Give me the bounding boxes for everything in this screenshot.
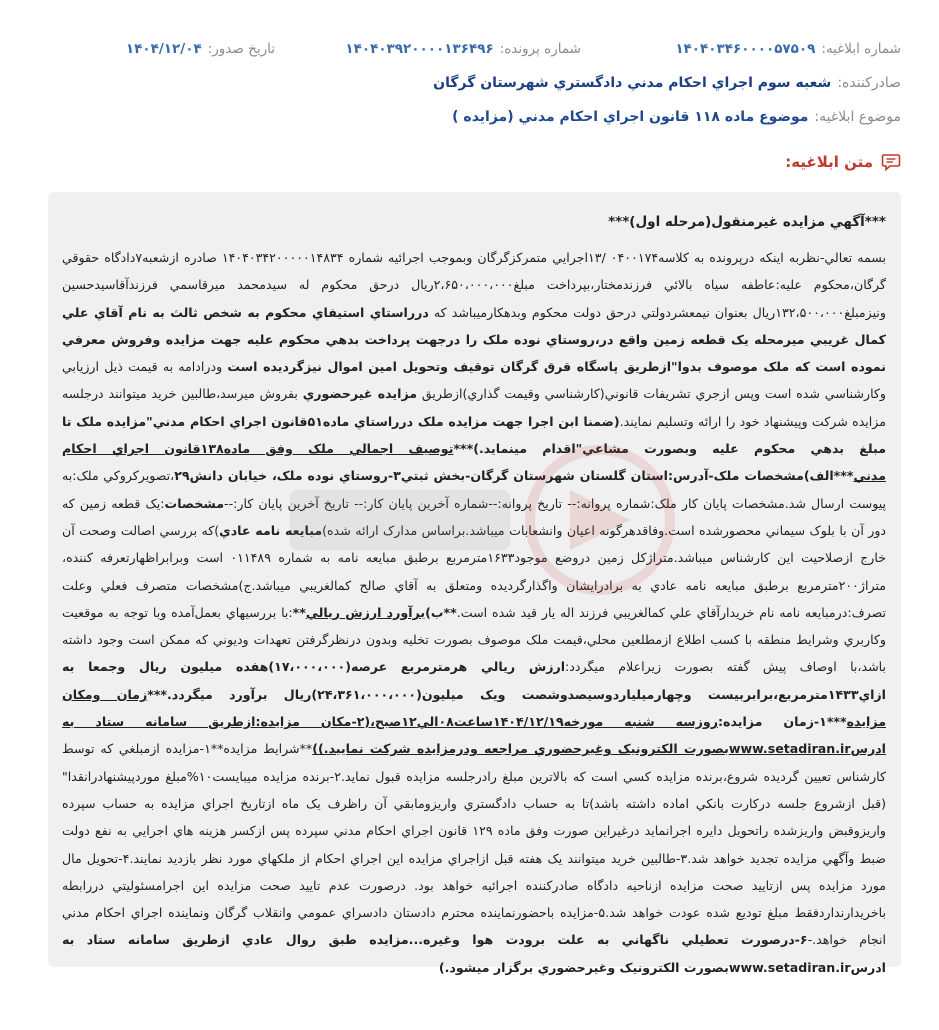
body-bold: مشخصات (164, 495, 225, 511)
case-number-label: شماره پرونده: (499, 41, 581, 57)
issuer-value: شعبه سوم اجراي احکام مدني دادگستري شهرستان گرگان (433, 75, 832, 91)
body-bold: ***۱-زمان مزايده: (717, 714, 847, 730)
body-underline: توصيف اجمالي ملک وفق ماده۱۳۸قانون اجراي احکام مدني (62, 441, 886, 484)
auction-title: ***آگهي مزايده غيرمنقول(مرحله اول)*** (608, 214, 886, 230)
body-text: بفروش ميرسد،طالبين خريد ميتوانند درجلسه مزايده شرکت وپيشنهاد خود را ارائه وتسليم نمايند. (62, 386, 886, 429)
issue-date (38, 41, 275, 57)
auction-body (62, 244, 886, 981)
subject-value: موضوع ماده ۱۱۸ قانون اجراي احکام مدني (مزايده ) (452, 109, 809, 125)
body-bold: درراستاي استيفاي محکوم به شخص ثالث به نام آقاي علي کمال غريبي ميرمحله يک قطعه زمين واقع در،روستاي نوده ملک را درجهت پرداخت بدهي محکوم عليه جهت مزايده وفروش معرفي نموده است که ملک موصوف بدوا"ازطريق پاسگاه قرق گرگان توقيف وتحويل امين اموال نيزگرديده است (62, 304, 887, 375)
issuer-row (38, 72, 901, 94)
body-bold: مبايعه نامه عادي (219, 522, 323, 538)
body-text: ،تصويرکروکي ملک:به پيوست ارسال شد.مشخصات پايان کار ملک:شماره پروانه:-- تاريخ پروانه:--شماره آخرين پايان کار:-- تاريخ آخرين پايان کار:-- (62, 468, 887, 511)
body-bold: ** (292, 604, 306, 620)
body-bold: ۶-درصورت تعطيلي ناگهاني به علت برودت هوا وغيره...مزايده طبق روال عادي ازطريق سامانه ستاد به ادرسwww.setadiran.irبصورت الکترونيک وغيرحضوري برگزار ميشود.) (62, 932, 886, 975)
body-bold: مزايده غيرحضوري (302, 386, 418, 402)
body-text: )که بررسي اصالت وصحت آن خارج ازصلاحيت اين کارشناس ميباشد.متراژکل زمين دروضع موجود۱۶۳۳مترمربع برطبق مبايعه نامه به شماره ۰۱۱۴۸۹ است وبرابراظهارتعرفه کننده، متراژ۲۰۰مترمربع برطبق مبايعه نامه عادي به برادرايشان واگذارگرديده ومتعلق به آقاي صالح کمالغريبي ميباشد.ج)مشخصات متصرف فعلي وعلت تصرف:درمبايعه نامه نام خريدارآقاي علي کمالغريبي فرزند اله يار قيد شده است. (62, 522, 887, 620)
notice-text-title: متن ابلاغيه: (785, 153, 873, 171)
notice-number (581, 41, 901, 57)
issue-date-label: تاريخ صدور: (207, 41, 275, 57)
body-underline: (۲-مکان مزايده:ازطريق سامانه ستاد به ادرسwww.setadiran.irبصورت الکترونيک وغيرحضوري مراجعه ودرمزايده شرکت نماييد.)) (62, 714, 886, 757)
body-text: بسمه تعالي-نظربه اينکه درپرونده به کلاسه۰۴۰۰۱۷۴ /۱۳اجرايي متمرکزگرگان وبموجب اجرائيه شماره ۱۴۰۴۰۳۴۲۰۰۰۰۰۱۴۸۳۴ صادره ازشعبه۷دادگاه حقوقي گرگان،محکوم عليه:عاطفه سياه بالائي فرزندمختار،بپرداخت مبلغ۲،۶۵۰،۰۰۰،۰۰۰ريال درحق محکوم له سيدمحمد ميرقاسمي فرزندآقاسيدحسين ونيزمبلغ۱۳۲،۵۰۰،۰۰۰ريال بعنوان نيمعشردولتي درحق دولت محکوم وبدهکارميباشد که (62, 250, 887, 320)
subject-label: موضوع ابلاغيه: (814, 109, 901, 125)
body-text: ودرادامه به قيمت ذيل ارزيابي وکارشناسي شده است وپس ازجري تشريفات قانوني(کارشناسي وقيمت گذاري)ازطريق (62, 359, 886, 402)
body-underline: زمان ومکان مزايده (62, 686, 886, 730)
body-bold: (ضمنا ابن اجرا جهت مزايده ملک درراستاي ماده۵۱قانون اجراي احکام مدني"مزايده ملک تا مبلغ بدهي محکوم عليه وبصورت مشاعي"اقدام مينمايد.)*** (62, 413, 886, 457)
chat-bubble-icon (881, 152, 901, 172)
body-text: :يک قطعه زمين که دور آن با بلوک سيماني محصورشده است.وفاقدهرگونه اعيان وانشعابات ميباشد.براساس مدارک ارائه شده) (62, 495, 887, 538)
notice-text-heading (38, 150, 901, 174)
issuer-label: صادرکننده: (837, 75, 901, 91)
case-number (275, 41, 581, 57)
body-underline: برآورد ارزش ريالي (305, 604, 426, 620)
body-bold: ارزش ريالي هرمترمربع عرصه(۱۷،۰۰۰،۰۰۰)هفده ميليون ريال وجمعا به ازاي۱۴۳۳مترمربع،برابربيست وچهارميلياردوسيصدوشصت ويک ميليون(۲۴،۳۶۱،۰۰۰،۰۰۰)ريال برآورد ميگردد.*** (62, 659, 886, 702)
notice-header (0, 0, 939, 128)
notice-number-label: شماره ابلاغيه: (821, 41, 901, 57)
case-number-value: ۱۴۰۴۰۳۹۲۰۰۰۰۱۳۶۴۹۶ (345, 41, 494, 57)
issue-date-value: ۱۴۰۴/۱۲/۰۴ (125, 41, 202, 57)
notice-text-box (48, 192, 901, 975)
meta-row (38, 38, 901, 60)
body-text: **شرايط مزايده**۱-مزايده ازمبلغي که توسط کارشناس تعيين گرديده شروع،برنده مزايده کسي است که بالاترين مبلغ رادرجلسه مزايده قبول نمايد.۲-برنده مزايده ميبايست۱۰%مبلغ موردپيشنهادرانقدا"(قبل ازشروع جلسه درکارت بانکي اماده داشته باشد)تا به حساب دادگستري واريزومابقي آن راظرف يک ماه ازتاريخ اجراي مزايده به حساب سپرده واريزوقبض واريزشده راتحويل دايره اجرانمايد درغيراين صورت وفق ماده ۱۲۹ قانون اجراي احکام مدني سپرده پس ازکسر هزينه هاي اجرايي به نفع دولت ضبط وآگهي مزايده تجديد خواهد شد.۳-طالبين خريد ميتوانند يک هفته قبل ازاجراي مزايده اين اجراي احکام از ملکهاي مورد نظر بازديد نمايند.۴-تحويل مال مورد مزايده پس ازتاييد صحت مزايده ازناحيه دادگاه صادرکننده اجرائيه خواهد بود. درصورت عدم تاييد صحت مزايده اين اجرامسئوليتي دررابطه باخريدارنداردفقط مبلغ توديع شده عودت خواهد شد.۵-مزايده باحضورنماينده محترم دادستان دادسراي عمومي وانقلاب گرگان ونماينده اجراي احکام مدني انجام خواهد.- (62, 741, 887, 948)
body-bold: ***الف)مشخصات ملک-آدرس:استان گلستان شهرستان گرگان-بخش ثبتي۳-روستاي نوده ملک، خيابان دانش۲۹ (174, 468, 854, 484)
body-text: :با بررسيهاي بعمل‌آمده وبا توجه به موقعيت وکاربري وشرايط منطقه با کسب اطلاع ازمطلعين محلي،قيمت ملک موصوف بصورت تخليه وبدون درنظرگرفتن تعهدات وديوني که ممکن است وجود داشته باشد،با اوصاف پيش گفته بصورت زيراعلام ميگردد: (62, 604, 886, 675)
body-bold: **ب) (425, 604, 457, 620)
subject-row (38, 106, 901, 128)
notice-number-value: ۱۴۰۴۰۳۴۶۰۰۰۰۵۷۵۰۹ (675, 41, 816, 57)
body-underline: روزسه شنبه مورخه۱۴۰۴/۱۲/۱۹ساعت۰۸الي۱۲صبح، (370, 714, 718, 730)
